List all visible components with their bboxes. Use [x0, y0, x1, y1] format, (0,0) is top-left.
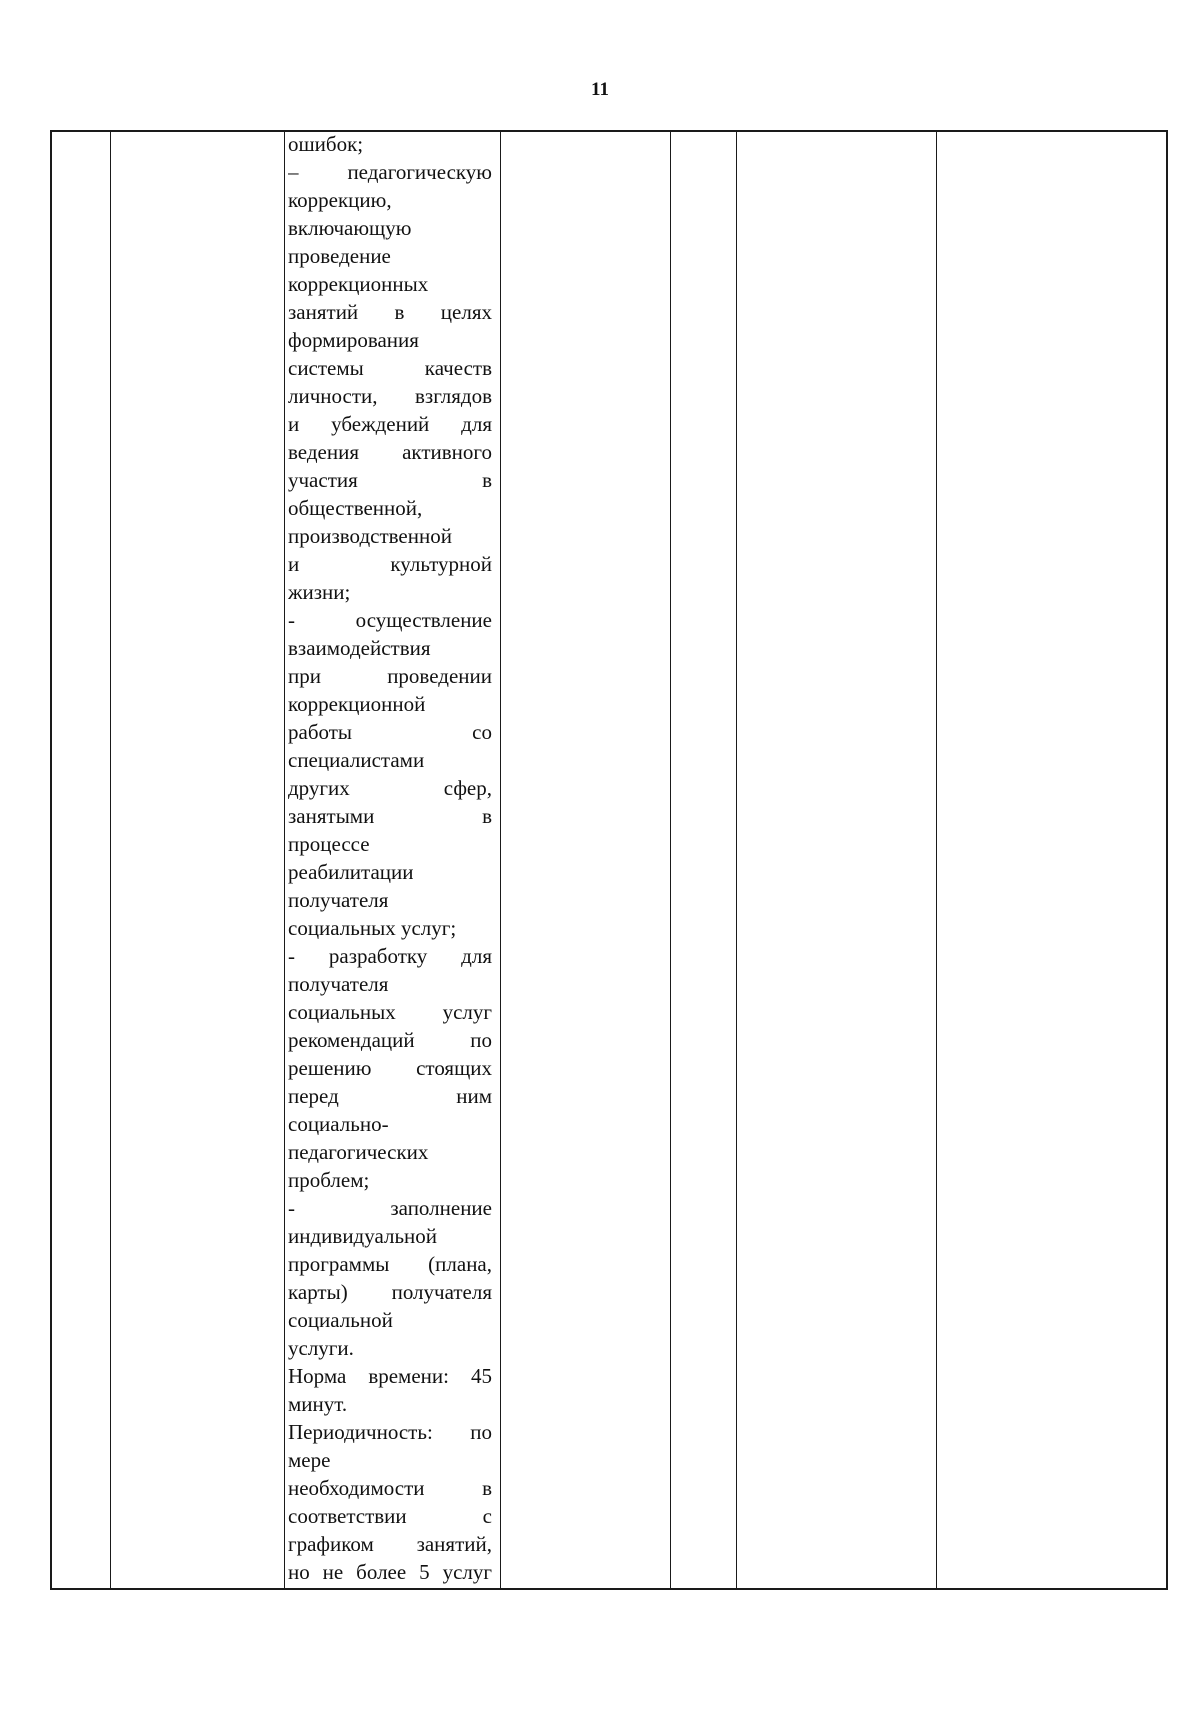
description-line: социальной: [288, 1308, 393, 1332]
column-divider-5: [736, 132, 737, 1588]
description-line: производственной: [288, 524, 452, 548]
services-table: [50, 130, 1168, 1590]
description-line: ведения активного: [288, 440, 492, 464]
description-line: других сфер,: [288, 776, 492, 800]
description-line: социальных услуг;: [288, 916, 457, 940]
service-description-cell: [288, 130, 492, 1586]
description-line: решению стоящих: [288, 1056, 492, 1080]
description-line: проведение: [288, 244, 391, 268]
description-line: – педагогическую: [288, 160, 492, 184]
description-line: графиком занятий,: [288, 1532, 492, 1556]
description-line: - заполнение: [288, 1196, 492, 1220]
description-line: коррекционных: [288, 272, 429, 296]
description-line: рекомендаций по: [288, 1028, 492, 1052]
description-line: соответствии с: [288, 1504, 492, 1528]
column-divider-6: [936, 132, 937, 1588]
description-line: индивидуальной: [288, 1224, 437, 1248]
description-line: работы со: [288, 720, 492, 744]
description-line: социальных услуг: [288, 1000, 492, 1024]
description-line: коррекцию,: [288, 188, 392, 212]
column-divider-2: [284, 132, 285, 1588]
description-line: услуги.: [288, 1336, 354, 1360]
description-line: педагогических: [288, 1140, 429, 1164]
column-divider-3: [500, 132, 501, 1588]
description-line: при проведении: [288, 664, 492, 688]
page-number: 11: [591, 79, 609, 100]
description-line: процессе: [288, 832, 370, 856]
description-line: взаимодействия: [288, 636, 431, 660]
description-line: проблем;: [288, 1168, 370, 1192]
description-line: специалистами: [288, 748, 425, 772]
description-line: личности, взглядов: [288, 384, 492, 408]
description-line: занятыми в: [288, 804, 492, 828]
description-line: получателя: [288, 972, 389, 996]
description-line: и культурной: [288, 552, 492, 576]
description-line: ошибок;: [288, 132, 364, 156]
description-line: - разработку для: [288, 944, 492, 968]
description-line: и убеждений для: [288, 412, 492, 436]
description-line: коррекционной: [288, 692, 426, 716]
description-line: карты) получателя: [288, 1280, 492, 1304]
description-line: занятий в целях: [288, 300, 492, 324]
description-line: получателя: [288, 888, 389, 912]
description-line: Периодичность: по: [288, 1420, 492, 1444]
column-divider-4: [670, 132, 671, 1588]
description-line: программы (плана,: [288, 1252, 492, 1276]
description-line: мере: [288, 1448, 331, 1472]
description-line: социально-: [288, 1112, 389, 1136]
description-line: участия в: [288, 468, 492, 492]
description-line: - осуществление: [288, 608, 492, 632]
description-line: включающую: [288, 216, 412, 240]
description-line: перед ним: [288, 1084, 492, 1108]
description-line: общественной,: [288, 496, 423, 520]
column-divider-1: [110, 132, 111, 1588]
description-line: жизни;: [288, 580, 351, 604]
description-line: Норма времени: 45: [288, 1364, 492, 1388]
description-line: но не более 5 услуг: [288, 1560, 492, 1584]
description-line: формирования: [288, 328, 419, 352]
description-line: необходимости в: [288, 1476, 492, 1500]
description-line: минут.: [288, 1392, 348, 1416]
description-line: системы качеств: [288, 356, 492, 380]
description-line: реабилитации: [288, 860, 414, 884]
